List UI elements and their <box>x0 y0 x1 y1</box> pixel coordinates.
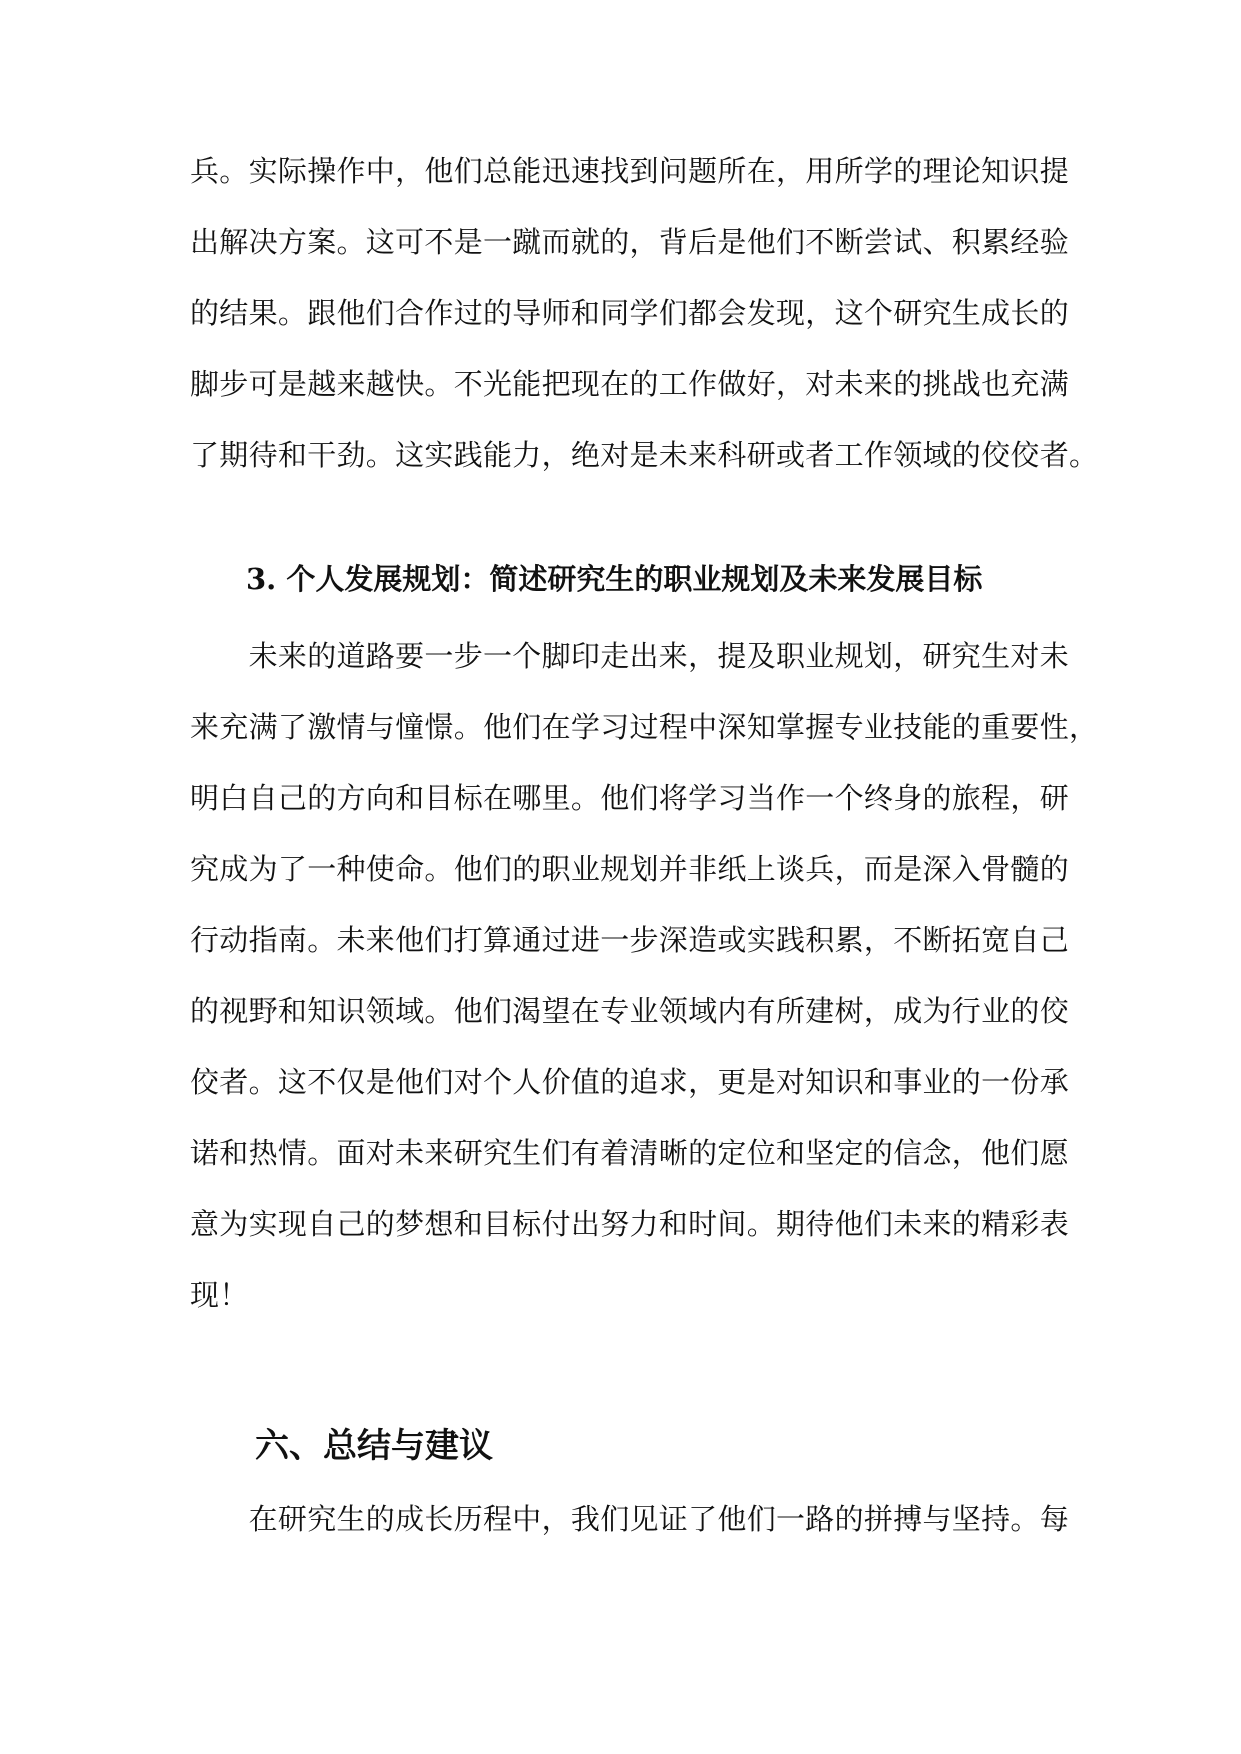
paragraph-practice-ability <box>190 136 1099 491</box>
paragraph-line: 的结果。跟他们合作过的导师和同学们都会发现，这个研究生成长的 <box>190 296 1070 330</box>
paragraph-line: 在研究生的成长历程中，我们见证了他们一路的拼搏与坚持。每 <box>190 1502 1070 1536</box>
paragraph-line: 出解决方案。这可不是一蹴而就的，背后是他们不断尝试、积累经验 <box>190 225 1070 259</box>
paragraph-line: 意为实现自己的梦想和目标付出努力和时间。期待他们未来的精彩表 <box>190 1207 1070 1241</box>
paragraph-line: 佼者。这不仅是他们对个人价值的追求，更是对知识和事业的一份承 <box>190 1065 1070 1099</box>
paragraph-career-plan <box>190 621 1099 1331</box>
paragraph-line: 了期待和干劲。这实践能力，绝对是未来科研或者工作领域的佼佼者。 <box>190 438 1099 472</box>
paragraph-line: 行动指南。未来他们打算通过进一步深造或实践积累，不断拓宽自己 <box>190 923 1070 957</box>
paragraph-line: 明白自己的方向和目标在哪里。他们将学习当作一个终身的旅程，研 <box>190 781 1070 815</box>
paragraph-line: 未来的道路要一步一个脚印走出来，提及职业规划，研究生对未 <box>190 639 1070 673</box>
paragraph-line: 诺和热情。面对未来研究生们有着清晰的定位和坚定的信念，他们愿 <box>190 1136 1070 1170</box>
paragraph-line: 来充满了激情与憧憬。他们在学习过程中深知掌握专业技能的重要性， <box>190 710 1099 744</box>
paragraph-line: 的视野和知识领域。他们渴望在专业领域内有所建树，成为行业的佼 <box>190 994 1070 1028</box>
paragraph-line: 究成为了一种使命。他们的职业规划并非纸上谈兵，而是深入骨髓的 <box>190 852 1070 886</box>
paragraph-summary <box>190 1484 1070 1555</box>
section-heading-summary: 六、总结与建议 <box>255 1426 493 1466</box>
paragraph-line: 脚步可是越来越快。不光能把现在的工作做好，对未来的挑战也充满 <box>190 367 1070 401</box>
paragraph-line: 兵。实际操作中，他们总能迅速找到问题所在，用所学的理论知识提 <box>190 154 1070 188</box>
subsection-heading-career-plan: 3. 个人发展规划：简述研究生的职业规划及未来发展目标 <box>246 562 983 596</box>
paragraph-line: 现！ <box>190 1278 249 1312</box>
